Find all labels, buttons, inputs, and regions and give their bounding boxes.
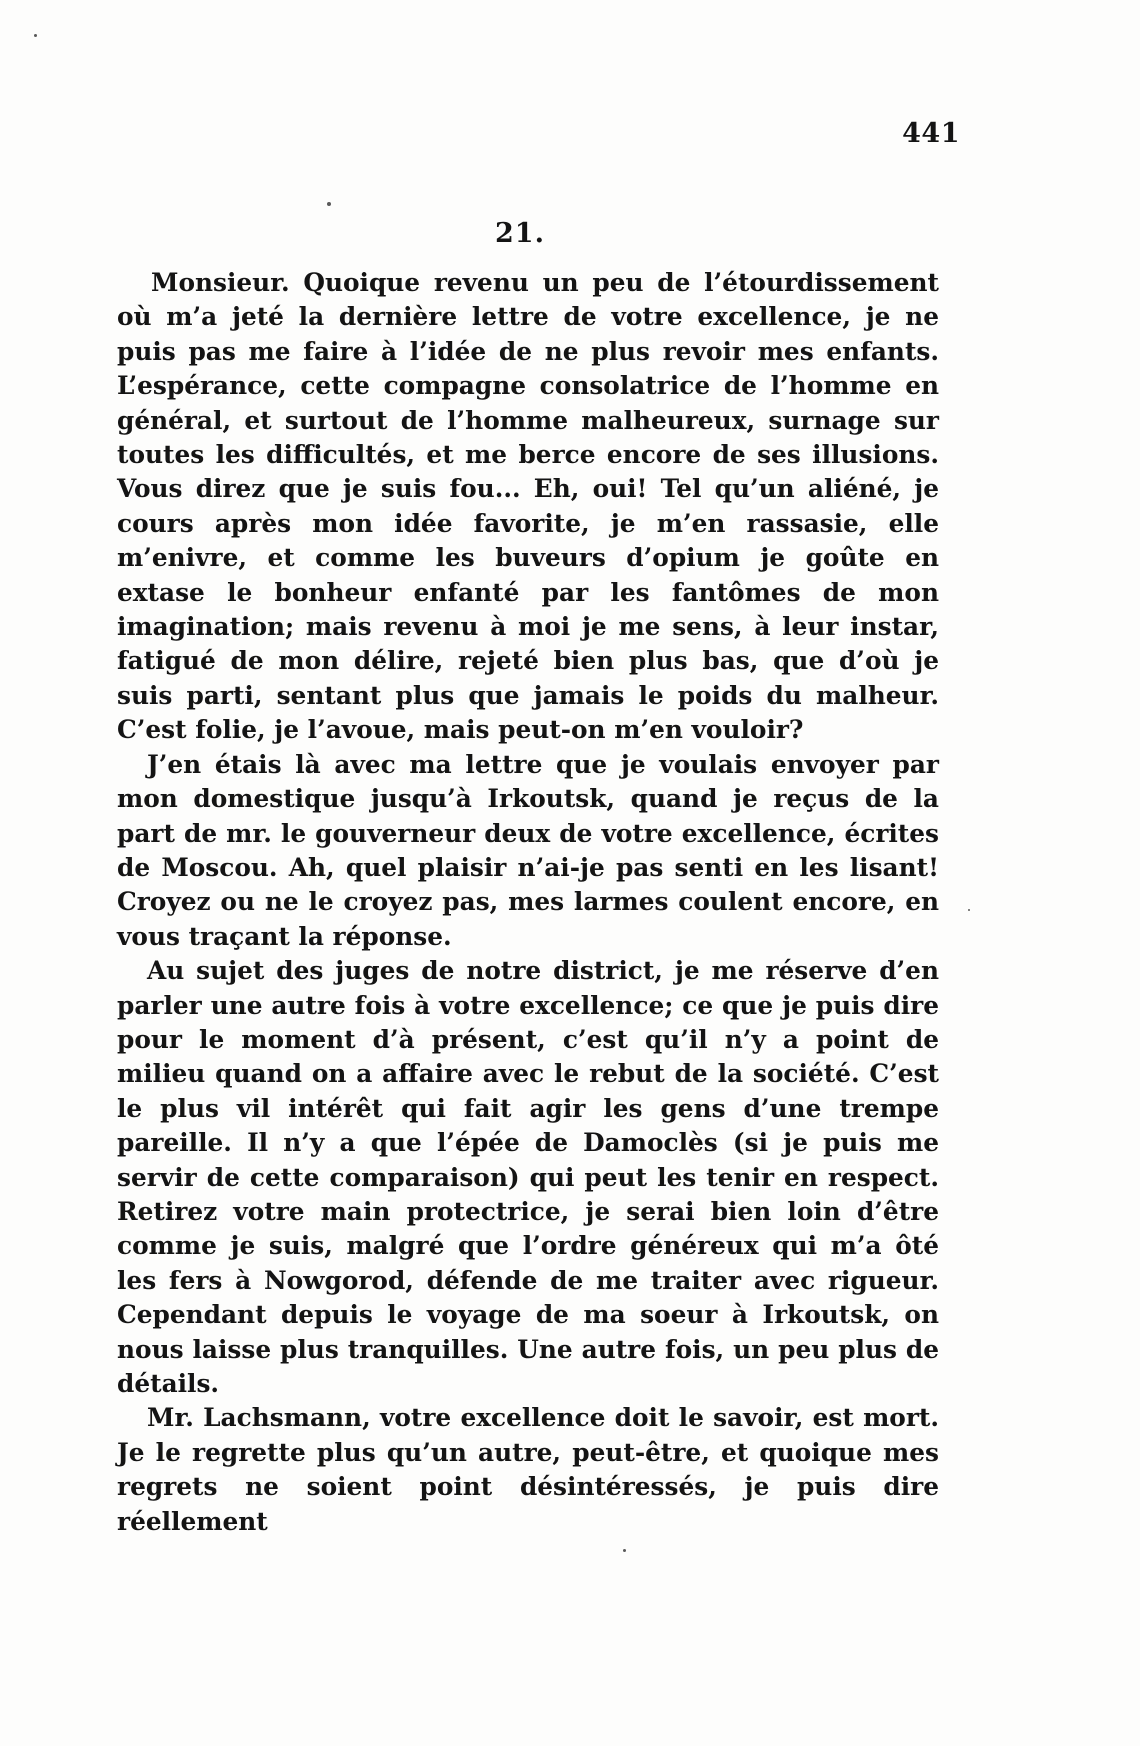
paragraph: J’en étais là avec ma lettre que je voulais envoyer par mon domestique jusqu’à Irkoutsk, quand je reçus de la part de mr. le gouverneur deux de votre excellence, écrites de Moscou. Ah, quel plaisir n’ai-je pas senti en les lisant! Croyez ou ne le croyez pas, mes larmes coulent encore, en vous traçant la réponse. — [117, 749, 939, 951]
page-number: 441 — [902, 118, 960, 149]
scan-speck — [34, 34, 37, 37]
letter-body — [117, 266, 939, 1539]
letter-number: 21. — [495, 218, 545, 249]
scan-speck — [968, 909, 970, 911]
scan-speck — [623, 1549, 626, 1552]
paragraph: Mr. Lachsmann, votre excellence doit le savoir, est mort. Je le regrette plus qu’un autre, peut-être, et quoique mes regrets ne soient point désintéressés, je puis dire réellement — [117, 1403, 939, 1536]
scan-speck — [327, 202, 331, 206]
paragraph: Monsieur. Quoique revenu un peu de l’étourdissement où m’a jeté la dernière lettre de votre excellence, je ne puis pas me faire à l’idée de ne plus revoir mes enfants. L’espérance, cette compagne consolatrice de l’homme en général, et surtout de l’homme malheureux, surnage sur toutes les difficultés, et me berce encore de ses illusions. Vous direz que je suis fou... Eh, oui! Tel qu’un aliéné, je cours après mon idée favorite, je m’en rassasie, elle m’enivre, et comme les buveurs d’opium je goûte en extase le bonheur enfanté par les fantômes de mon imagination; mais revenu à moi je me sens, à leur instar, fatigué de mon délire, rejeté bien plus bas, que d’où je suis parti, sentant plus que jamais le poids du malheur. C’est folie, je l’avoue, mais peut-on m’en vouloir? — [117, 268, 939, 745]
paragraph: Au sujet des juges de notre district, je me réserve d’en parler une autre fois à votre excellence; ce que je puis dire pour le moment d’à présent, c’est qu’il n’y a point de milieu quand on a affaire avec le rebut de la société. C’est le plus vil intérêt qui fait agir les gens d’une trempe pareille. Il n’y a que l’épée de Damoclès (si je puis me servir de cette comparaison) qui peut les tenir en respect. Retirez votre main protectrice, je serai bien loin d’être comme je suis, malgré que l’ordre généreux qui m’a ôté les fers à Nowgorod, défende de me traiter avec rigueur. Cependant depuis le voyage de ma soeur à Irkoutsk, on nous laisse plus tranquilles. Une autre fois, un peu plus de détails. — [117, 956, 939, 1398]
